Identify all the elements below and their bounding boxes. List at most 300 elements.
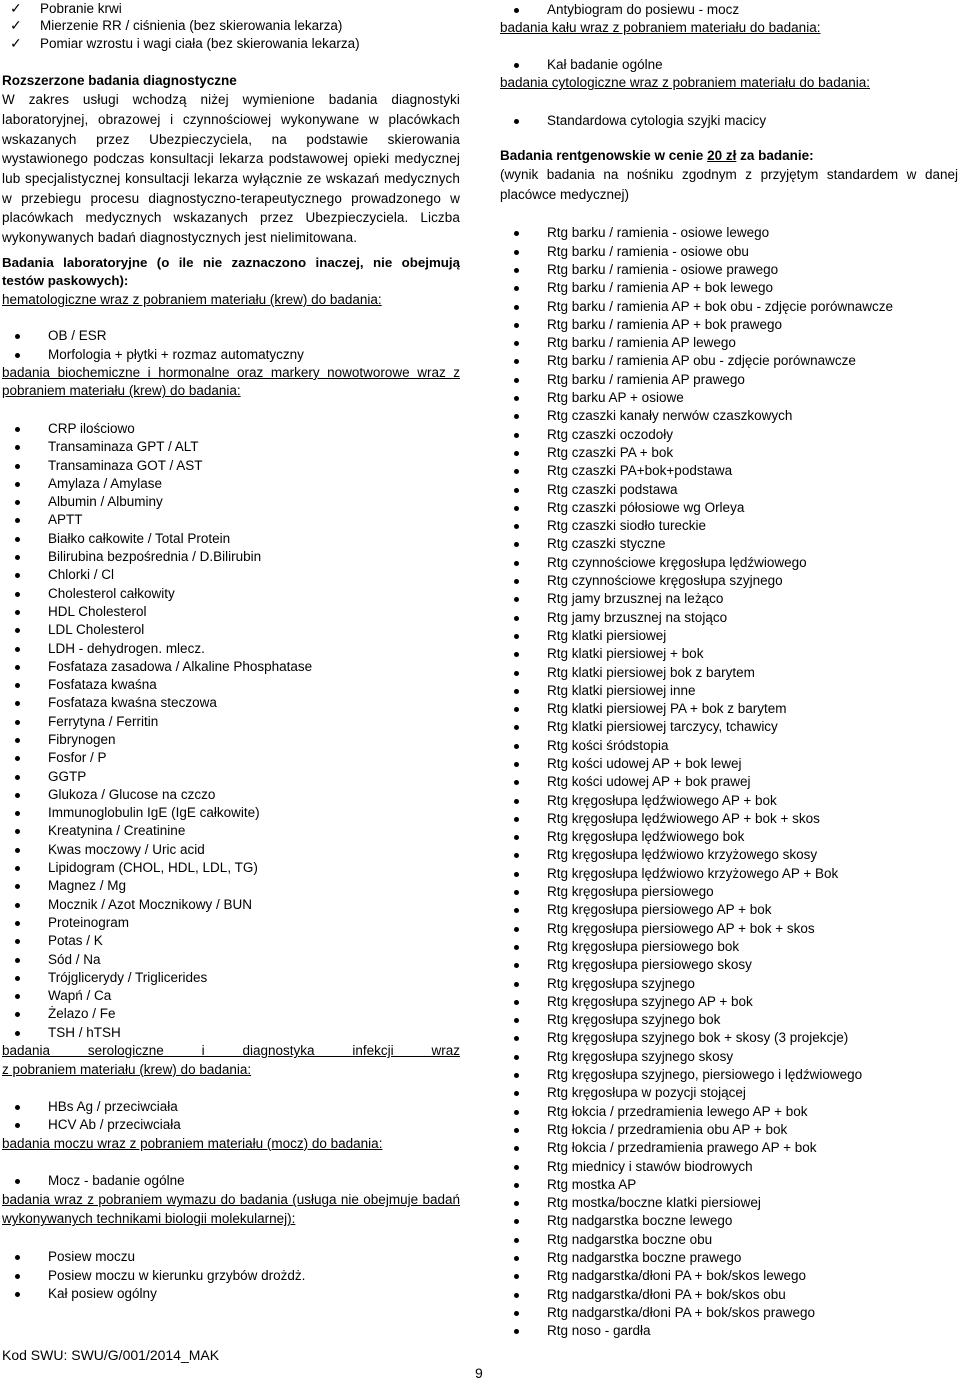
bullet-icon	[514, 689, 519, 694]
list-item-label: Rtg kręgosłupa szyjnego bok + skosy (3 projekcje)	[547, 1030, 849, 1046]
list-item-label: Rtg kręgosłupa szyjnego, piersiowego i lędźwiowego	[547, 1067, 863, 1083]
list-item-label: Rtg kręgosłupa szyjnego AP + bok	[547, 993, 753, 1009]
bullet-icon	[15, 720, 20, 725]
bullet-icon	[514, 634, 519, 639]
list-item	[2, 658, 460, 676]
list-item-label: Rtg łokcia / przedramienia lewego AP + bok	[547, 1103, 808, 1119]
list-item-label: Sód / Na	[48, 951, 101, 967]
list-item	[500, 1121, 958, 1139]
cyto-title: badania cytologiczne wraz z pobraniem materiału do badania:	[500, 75, 870, 91]
bio-list	[2, 420, 460, 1042]
bullet-icon	[514, 762, 519, 767]
extended-title: Rozszerzone badania diagnostyczne	[2, 73, 237, 89]
list-item-label: Mocz - badanie ogólne	[48, 1173, 185, 1189]
list-item-label: Rtg czaszki kanały nerwów czaszkowych	[547, 408, 793, 424]
list-item-label: Rtg kręgosłupa w pozycji stojącej	[547, 1085, 746, 1101]
list-item-label: Rtg nadgarstka boczne obu	[547, 1231, 713, 1247]
list-item-label: Rtg barku AP + osiowe	[547, 390, 684, 406]
list-item	[2, 1098, 460, 1116]
list-item	[2, 548, 460, 566]
bullet-icon	[514, 524, 519, 529]
list-item	[2, 676, 460, 694]
list-item	[500, 554, 958, 572]
list-item-label: Rtg barku / ramienia - osiowe obu	[547, 243, 749, 259]
bullet-icon	[15, 939, 20, 944]
list-item	[500, 298, 958, 316]
xray-note: (wynik badania na nośniku zgodnym z przyjętym standardem w danej placówce medycznej)	[500, 167, 958, 202]
bullet-icon	[15, 665, 20, 670]
xray-title	[500, 147, 958, 166]
bullet-icon	[514, 616, 519, 621]
list-item-label: Rtg nadgarstka/dłoni PA + bok/skos prawego	[547, 1304, 816, 1320]
check-icon: ✓	[10, 34, 22, 51]
list-item-label: Rtg jamy brzusznej na leżąco	[547, 591, 724, 607]
bullet-icon	[15, 500, 20, 505]
list-item	[500, 371, 958, 389]
list-item	[2, 1248, 460, 1266]
bullet-icon	[15, 445, 20, 450]
list-item-label: Rtg łokcia / przedramienia prawego AP + bok	[547, 1140, 817, 1156]
list-item-label: Fosfor / P	[48, 750, 107, 766]
list-item	[500, 1322, 958, 1340]
list-item-label: Rtg kości śródstopia	[547, 737, 669, 753]
list-item	[500, 1176, 958, 1194]
list-item-label: Rtg barku / ramienia - osiowe lewego	[547, 225, 770, 241]
bullet-icon	[514, 1000, 519, 1005]
list-item-label: Rtg kręgosłupa lędźwiowego AP + bok	[547, 792, 777, 808]
list-item	[500, 975, 958, 993]
list-item-label: Rtg nadgarstka boczne lewego	[547, 1213, 733, 1229]
list-item	[500, 1084, 958, 1102]
bullet-icon	[15, 738, 20, 743]
list-item-label: Rtg klatki piersiowej + bok	[547, 646, 704, 662]
list-item-label: Rtg klatki piersiowej	[547, 627, 667, 643]
list-item-label: Wapń / Ca	[48, 988, 112, 1004]
bullet-icon	[514, 1073, 519, 1078]
list-item	[500, 810, 958, 828]
list-item	[2, 35, 460, 52]
bullet-icon	[514, 1219, 519, 1224]
bullet-icon	[514, 597, 519, 602]
list-item-label: Rtg kręgosłupa lędźwiowo krzyżowego AP + Bok	[547, 865, 839, 881]
bullet-icon	[514, 1110, 519, 1115]
list-item-label: Rtg barku / ramienia AP + bok obu - zdjęcie porównawcze	[547, 298, 894, 314]
list-item-label: OB / ESR	[48, 328, 107, 344]
bullet-icon	[15, 555, 20, 560]
xray-list	[500, 224, 958, 1340]
list-item	[2, 804, 460, 822]
bullet-icon	[514, 579, 519, 584]
list-item	[2, 566, 460, 584]
list-item-label: Standardowa cytologia szyjki macicy	[547, 112, 767, 128]
bullet-icon	[514, 744, 519, 749]
list-item-label: Magnez / Mg	[48, 878, 127, 894]
list-item-label: Immunoglobulin IgE (IgE całkowite)	[48, 805, 260, 821]
list-item	[500, 572, 958, 590]
list-item-label: Antybiogram do posiewu - mocz	[547, 2, 740, 17]
list-item	[500, 609, 958, 627]
bullet-icon	[15, 994, 20, 999]
list-item	[2, 694, 460, 712]
bullet-icon	[15, 334, 20, 339]
bullet-icon	[514, 396, 519, 401]
list-item-label: Rtg nadgarstka/dłoni PA + bok/skos obu	[547, 1286, 786, 1302]
list-item-label: Posiew moczu w kierunku grzybów drożdż.	[48, 1267, 306, 1283]
list-item	[500, 1139, 958, 1157]
list-item	[2, 1172, 460, 1190]
list-item	[2, 969, 460, 987]
list-item	[500, 773, 958, 791]
list-item-label: Rtg kręgosłupa szyjnego	[547, 975, 695, 991]
sero-title-line1: badania serologiczne i diagnostyka infekcji wraz	[2, 1043, 460, 1059]
bullet-icon	[514, 835, 519, 840]
list-item-label: Trójglicerydy / Triglicerides	[48, 969, 208, 985]
list-item-label: Kreatynina / Creatinine	[48, 823, 186, 839]
list-item-label: Proteinogram	[48, 914, 130, 930]
list-item-label: Mocznik / Azot Mocznikowy / BUN	[48, 896, 253, 912]
bullet-icon	[514, 323, 519, 328]
bullet-icon	[15, 573, 20, 578]
bullet-icon	[514, 707, 519, 712]
list-item-label: Rtg jamy brzusznej na stojąco	[547, 609, 728, 625]
bullet-icon	[514, 268, 519, 273]
bullet-icon	[514, 780, 519, 785]
list-item-label: Rtg klatki piersiowej tarczycy, tchawicy	[547, 719, 778, 735]
list-item	[500, 956, 958, 974]
list-item-label: Rtg czaszki oczodoły	[547, 426, 674, 442]
list-item-label: Rtg kręgosłupa piersiowego bok	[547, 938, 740, 954]
left-column	[2, 0, 460, 1303]
bullet-icon	[514, 1329, 519, 1334]
list-item	[500, 389, 958, 407]
list-item	[500, 481, 958, 499]
bullet-icon	[15, 647, 20, 652]
list-item	[500, 352, 958, 370]
list-item	[500, 499, 958, 517]
list-item-label: LDL Cholesterol	[48, 622, 145, 638]
list-item	[500, 718, 958, 736]
bullet-icon	[514, 250, 519, 255]
list-item-label: Morfologia + płytki + rozmaz automatyczny	[48, 346, 304, 362]
list-item	[500, 224, 958, 242]
bullet-icon	[514, 927, 519, 932]
bullet-icon	[514, 1311, 519, 1316]
list-item	[2, 877, 460, 895]
list-item-label: Cholesterol całkowity	[48, 585, 175, 601]
list-item-label: Rtg barku / ramienia AP prawego	[547, 371, 745, 387]
bullet-icon	[514, 286, 519, 291]
bullet-icon	[514, 433, 519, 438]
list-item-label: Kał posiew ogólny	[48, 1286, 157, 1302]
list-item	[2, 511, 460, 529]
list-item	[500, 1267, 958, 1285]
list-item	[500, 56, 958, 74]
list-item-label: Rtg klatki piersiowej inne	[547, 682, 696, 698]
list-item	[2, 17, 460, 34]
list-item-label: Rtg czynnościowe kręgosłupa szyjnego	[547, 573, 783, 589]
bullet-icon	[514, 469, 519, 474]
list-item-label: HBs Ag / przeciwciała	[48, 1099, 178, 1115]
bullet-icon	[514, 1183, 519, 1188]
list-item-label: Glukoza / Glucose na czczo	[48, 786, 216, 802]
list-item-label: Rtg czaszki PA+bok+podstawa	[547, 463, 733, 479]
bullet-icon	[514, 341, 519, 346]
hema-title: hematologiczne wraz z pobraniem materiału (krew) do badania:	[2, 291, 382, 307]
list-item-label: Rtg kręgosłupa lędźwiowo krzyżowego skosy	[547, 847, 818, 863]
bullet-icon	[15, 1012, 20, 1017]
list-item	[500, 755, 958, 773]
bullet-icon	[15, 1105, 20, 1110]
list-item-label: Rtg barku / ramienia AP obu - zdjęcie porównawcze	[547, 353, 856, 369]
bullet-icon	[514, 1274, 519, 1279]
list-item	[2, 493, 460, 511]
list-item-label: Rtg barku / ramienia - osiowe prawego	[547, 261, 779, 277]
list-item	[500, 901, 958, 919]
bullet-icon	[514, 414, 519, 419]
list-item-label: Rtg kręgosłupa szyjnego skosy	[547, 1048, 734, 1064]
bullet-icon	[514, 945, 519, 950]
list-item-label: Rtg łokcia / przedramienia obu AP + bok	[547, 1121, 788, 1137]
list-item	[500, 1212, 958, 1230]
list-item	[500, 664, 958, 682]
bullet-icon	[514, 305, 519, 310]
list-item-label: Transaminaza GOT / AST	[48, 457, 203, 473]
list-item-label: Potas / K	[48, 933, 103, 949]
stool-list	[500, 56, 958, 74]
list-item	[500, 645, 958, 663]
bullet-icon	[15, 1292, 20, 1297]
bullet-icon	[514, 1146, 519, 1151]
list-item	[500, 737, 958, 755]
list-item	[500, 112, 958, 130]
list-item	[500, 316, 958, 334]
bullet-icon	[514, 63, 519, 68]
list-item-label: HCV Ab / przeciwciała	[48, 1117, 181, 1133]
list-item	[500, 444, 958, 462]
bullet-icon	[15, 775, 20, 780]
list-item-label: CRP ilościowo	[48, 420, 135, 436]
bullet-icon	[514, 359, 519, 364]
bullet-icon	[15, 958, 20, 963]
sero-title-line2: z pobraniem materiału (krew) do badania:	[2, 1061, 252, 1077]
bullet-icon	[514, 890, 519, 895]
bullet-icon	[514, 963, 519, 968]
bullet-icon	[514, 1256, 519, 1261]
bullet-icon	[15, 866, 20, 871]
list-item-label: GGTP	[48, 768, 87, 784]
list-item	[500, 993, 958, 1011]
list-item-label: Fosfataza kwaśna steczowa	[48, 695, 217, 711]
bullet-icon	[514, 1055, 519, 1060]
swab-title: badania wraz z pobraniem wymazu do badania (usługa nie obejmuje badań wykonywanych technikami biologii molekularnej):	[2, 1192, 460, 1227]
xray-title-a: Badania rentgenowskie w cenie	[500, 147, 708, 163]
list-item-label: Rtg noso - gardła	[547, 1323, 651, 1339]
bullet-icon	[514, 652, 519, 657]
list-item	[500, 865, 958, 883]
list-item	[2, 768, 460, 786]
bullet-icon	[15, 683, 20, 688]
list-item-label: Fosfataza kwaśna	[48, 677, 157, 693]
list-item	[500, 700, 958, 718]
bullet-icon	[514, 1091, 519, 1096]
list-item-label: Transaminaza GPT / ALT	[48, 439, 199, 455]
list-item-label: Posiew moczu	[48, 1249, 136, 1265]
bullet-icon	[514, 542, 519, 547]
list-item	[500, 1048, 958, 1066]
list-item-label: Rtg barku / ramienia AP lewego	[547, 335, 736, 351]
list-item-label: Amylaza / Amylase	[48, 475, 163, 491]
bullet-icon	[514, 488, 519, 493]
list-item	[500, 828, 958, 846]
bullet-icon	[514, 378, 519, 383]
list-item	[2, 1267, 460, 1285]
bullet-icon	[514, 1201, 519, 1206]
check-icon: ✓	[10, 17, 22, 34]
right-column	[500, 0, 958, 1341]
xray-price: 20 zł	[707, 147, 737, 163]
list-item	[2, 914, 460, 932]
bullet-icon	[514, 1036, 519, 1041]
list-item	[500, 590, 958, 608]
list-item	[2, 640, 460, 658]
list-item	[2, 822, 460, 840]
antibiogram-list	[500, 1, 958, 19]
basic-services-list	[2, 0, 460, 52]
list-item-label: Rtg czaszki siodło tureckie	[547, 518, 707, 534]
bullet-icon	[514, 561, 519, 566]
list-item-label: Rtg czaszki półosiowe wg Orleya	[547, 499, 745, 515]
list-item-label: Chlorki / Cl	[48, 567, 115, 583]
bullet-icon	[514, 1018, 519, 1023]
list-item-label: Rtg kręgosłupa lędźwiowego AP + bok + skos	[547, 810, 820, 826]
list-item-label: Lipidogram (CHOL, HDL, LDL, TG)	[48, 860, 258, 876]
list-item	[500, 517, 958, 535]
page-number: 9	[475, 1365, 483, 1379]
bullet-icon	[15, 756, 20, 761]
list-item	[2, 731, 460, 749]
list-item	[500, 1, 958, 19]
list-item	[500, 682, 958, 700]
list-item	[2, 1116, 460, 1134]
bullet-icon	[15, 1274, 20, 1279]
list-item-label: Pobranie krwi	[40, 1, 122, 16]
bullet-icon	[15, 921, 20, 926]
list-item	[500, 1194, 958, 1212]
list-item-label: TSH / hTSH	[48, 1024, 121, 1040]
bullet-icon	[15, 701, 20, 706]
list-item	[500, 1011, 958, 1029]
list-item-label: Kwas moczowy / Uric acid	[48, 841, 205, 857]
list-item-label: Bilirubina bezpośrednia / D.Bilirubin	[48, 549, 262, 565]
list-item-label: Rtg czynnościowe kręgosłupa lędźwiowego	[547, 554, 807, 570]
bullet-icon	[514, 119, 519, 124]
list-item	[2, 896, 460, 914]
bullet-icon	[15, 592, 20, 597]
list-item	[2, 951, 460, 969]
bullet-icon	[514, 1293, 519, 1298]
urine-title: badania moczu wraz z pobraniem materiału (mocz) do badania:	[2, 1135, 383, 1151]
list-item	[2, 327, 460, 345]
list-item	[500, 407, 958, 425]
bullet-icon	[15, 829, 20, 834]
bullet-icon	[514, 671, 519, 676]
list-item	[2, 457, 460, 475]
list-item-label: Rtg mostka AP	[547, 1176, 637, 1192]
list-item-label: Rtg czaszki podstawa	[547, 481, 678, 497]
bullet-icon	[514, 451, 519, 456]
list-item	[2, 786, 460, 804]
list-item-label: Rtg kręgosłupa piersiowego skosy	[547, 957, 752, 973]
list-item	[2, 987, 460, 1005]
list-item	[2, 1005, 460, 1023]
list-item	[500, 792, 958, 810]
bullet-icon	[514, 817, 519, 822]
list-item	[2, 585, 460, 603]
list-item-label: Kał badanie ogólne	[547, 56, 663, 72]
list-item	[500, 1103, 958, 1121]
list-item-label: Rtg klatki piersiowej bok z barytem	[547, 664, 755, 680]
list-item-label: Rtg nadgarstka/dłoni PA + bok/skos lewego	[547, 1268, 807, 1284]
list-item	[2, 0, 460, 17]
list-item	[2, 603, 460, 621]
bullet-icon	[514, 908, 519, 913]
list-item	[2, 713, 460, 731]
bullet-icon	[15, 903, 20, 908]
list-item	[500, 1304, 958, 1322]
list-item-label: HDL Cholesterol	[48, 603, 147, 619]
bullet-icon	[15, 628, 20, 633]
cyto-list	[500, 112, 958, 130]
lab-title: Badania laboratoryjne (o ile nie zaznaczono inaczej, nie obejmują testów paskowych):	[2, 254, 460, 289]
bullet-icon	[514, 1128, 519, 1133]
bullet-icon	[15, 976, 20, 981]
list-item-label: Białko całkowite / Total Protein	[48, 530, 231, 546]
list-item-label: Mierzenie RR / ciśnienia (bez skierowania lekarza)	[40, 18, 343, 34]
bullet-icon	[514, 1165, 519, 1170]
list-item-label: Rtg kręgosłupa piersiowego AP + bok + skos	[547, 920, 815, 936]
extended-description: W zakres usługi wchodzą niżej wymienione badania diagnostyki laboratoryjnej, obrazowej i czynnościowej wykonywane w placówkach wskazanych przez Ubezpieczyciela, na podstawie skierowania wystawionego podczas konsultacji lekarza podstawowej opieki medycznej lub specjalistycznej konsultacji lekarza wyłącznie ze wskazań medycznych w przebiegu procesu diagnostyczno-terapeutycznego prowadzonego w placówkach medycznych wskazanych przez Ubezpieczyciela. Liczba wykonywanych badań diagnostycznych jest nielimitowana.	[2, 92, 460, 246]
list-item	[2, 932, 460, 950]
bullet-icon	[15, 464, 20, 469]
list-item	[500, 1158, 958, 1176]
list-item	[500, 1066, 958, 1084]
list-item	[500, 1286, 958, 1304]
bullet-icon	[514, 853, 519, 858]
bullet-icon	[15, 1031, 20, 1036]
list-item	[500, 535, 958, 553]
list-item	[2, 859, 460, 877]
check-icon: ✓	[10, 0, 22, 16]
list-item-label: Rtg barku / ramienia AP + bok lewego	[547, 280, 774, 296]
list-item	[500, 846, 958, 864]
list-item-label: Rtg klatki piersiowej PA + bok z barytem	[547, 701, 787, 717]
list-item	[500, 938, 958, 956]
list-item-label: Fibrynogen	[48, 731, 116, 747]
list-item-label: Rtg czaszki styczne	[547, 536, 666, 552]
list-item	[500, 883, 958, 901]
bullet-icon	[514, 799, 519, 804]
list-item	[500, 1231, 958, 1249]
list-item	[2, 346, 460, 364]
swab-list	[2, 1248, 460, 1303]
list-item-label: Rtg kręgosłupa piersiowego	[547, 884, 714, 900]
list-item-label: Rtg czaszki PA + bok	[547, 444, 674, 460]
list-item-label: APTT	[48, 512, 83, 528]
bullet-icon	[15, 793, 20, 798]
bullet-icon	[15, 1255, 20, 1260]
bullet-icon	[15, 1179, 20, 1184]
list-item	[500, 1029, 958, 1047]
